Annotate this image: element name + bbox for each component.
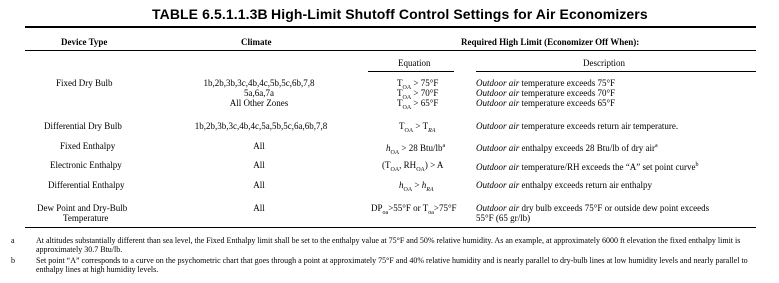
header-climate: Climate bbox=[241, 37, 272, 47]
header-equation: Equation bbox=[398, 58, 431, 68]
row-device-differential-enthalpy: Differential Enthalpy bbox=[48, 180, 125, 190]
footnote-a-text: At altitudes substantially different than sea level, the Fixed Enthalpy limit shall be set to the enthalpy value at 75°F and 50% relative humidity. As an example, at approximately 6000 ft elevation the fixed enthalpy limit is approximately 30.7 Btu/lb. bbox=[36, 236, 741, 254]
climate-dew-point: All bbox=[253, 203, 265, 213]
climate-electronic-enthalpy: All bbox=[253, 160, 265, 170]
equation-electronic-enthalpy: ($T_{OA}$, $RH_{OA}) > A$ bbox=[382, 160, 444, 173]
equation-tdb-70: $T_{OA} > 70^\circ F$ bbox=[397, 88, 439, 101]
row-device-fixed-enthalpy: Fixed Enthalpy bbox=[60, 141, 116, 151]
equation-differential-enthalpy: $h_{OA} > h_{RA}$ bbox=[399, 180, 434, 193]
footnote-b-mark: b bbox=[11, 256, 15, 265]
table-number: TABLE 6.5.1.1.3B bbox=[152, 6, 268, 22]
row-device-differential-dry-bulb: Differential Dry Bulb bbox=[44, 121, 122, 131]
bottom-rule bbox=[25, 227, 756, 228]
row-device-dew-point-1: Dew Point and Dry-Bulb bbox=[37, 203, 128, 213]
header-rule bbox=[25, 50, 756, 51]
description-tdb-70: Outdoor air temperature exceeds 70°F bbox=[476, 88, 616, 98]
header-description: Description bbox=[583, 58, 625, 68]
description-dew-point-2: 55°F (65 gr/lb) bbox=[476, 213, 531, 223]
equation-fixed-enthalpy: $h_{OA} > 28$ Btu/$lb^a$ bbox=[386, 143, 446, 156]
footnote-a-mark: a bbox=[11, 236, 15, 245]
row-device-electronic-enthalpy: Electronic Enthalpy bbox=[50, 160, 122, 170]
climate-fixed-enthalpy: All bbox=[253, 141, 265, 151]
top-rule-thick bbox=[25, 26, 756, 28]
description-differential-enthalpy: Outdoor air enthalpy exceeds return air enthalpy bbox=[476, 180, 652, 190]
footnote-b-text: Set point “A” corresponds to a curve on the psychometric chart that goes through a point at approximately 75°F and 40% relative humidity and is nearly parallel to dry-bulb lines at low humidity levels and nearly parallel to enthalpy lines at high humidity levels. bbox=[36, 256, 748, 274]
description-differential-dry-bulb: Outdoor air temperature exceeds return air temperature. bbox=[476, 121, 679, 131]
row-device-fixed-dry-bulb: Fixed Dry Bulb bbox=[56, 78, 113, 88]
equation-tdb-65: $T_{OA} > 65^\circ F$ bbox=[397, 98, 439, 111]
header-device-type: Device Type bbox=[61, 37, 108, 47]
climate-fixed-dry-bulb-1: 1b,2b,3b,3c,4b,4c,5b,5c,6b,7,8 bbox=[203, 78, 315, 88]
row-device-dew-point-2: Temperature bbox=[63, 213, 109, 223]
description-electronic-enthalpy: Outdoor air temperature/RH exceeds the “A” set point curve$^b$ bbox=[476, 162, 699, 172]
climate-fixed-dry-bulb-3: All Other Zones bbox=[229, 98, 289, 108]
equation-dew-point: $DP_{oa}>55^\circ F$ or $T_{oa}>75^\circ F$ bbox=[371, 203, 457, 216]
description-tdb-75: Outdoor air temperature exceeds 75°F bbox=[476, 78, 616, 88]
climate-fixed-dry-bulb-2: 5a,6a,7a bbox=[244, 88, 274, 98]
equation-differential-dry-bulb: $T_{OA} > T_{RA}$ bbox=[399, 121, 436, 134]
subheader-rule-description bbox=[476, 71, 756, 72]
description-dew-point-1: Outdoor air dry bulb exceeds 75°F or outside dew point exceeds bbox=[476, 203, 710, 213]
description-tdb-65: Outdoor air temperature exceeds 65°F bbox=[476, 98, 616, 108]
description-fixed-enthalpy: Outdoor air enthalpy exceeds 28 Btu/lb of dry air$^a$ bbox=[476, 143, 658, 153]
equation-tdb-75: $T_{OA} > 75^\circ F$ bbox=[397, 78, 439, 91]
header-required-high-limit: Required High Limit (Economizer Off When): bbox=[461, 37, 640, 47]
climate-differential-enthalpy: All bbox=[253, 180, 265, 190]
climate-differential-dry-bulb: 1b,2b,3b,3c,4b,4c,5a,5b,5c,6a,6b,7,8 bbox=[194, 121, 328, 131]
table-caption: High-Limit Shutoff Control Settings for Air Economizers bbox=[271, 6, 648, 22]
subheader-rule-equation bbox=[368, 71, 454, 72]
